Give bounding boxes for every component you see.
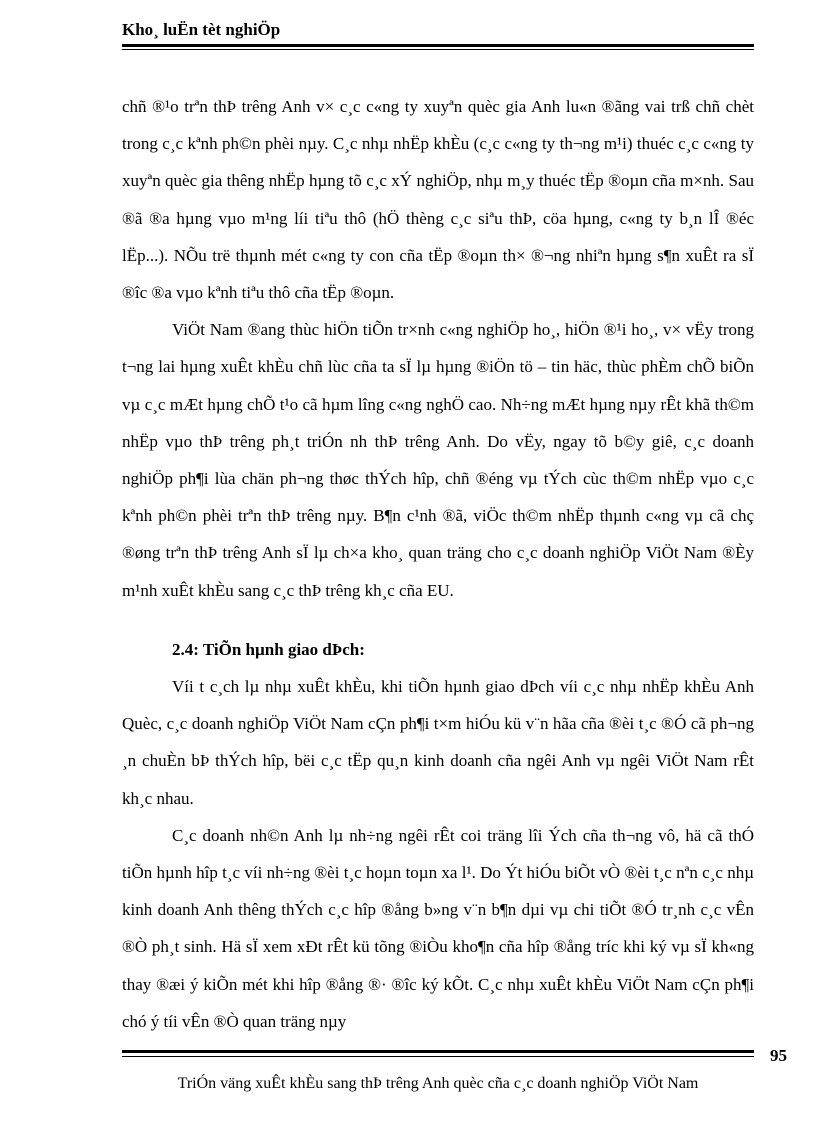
header-rule-thick <box>122 44 754 47</box>
body-paragraph: Víi t c¸ch lµ nhµ xuÊt khÈu, khi tiÕn hµnh giao dÞch víi c¸c nhµ nhËp khÈu Anh Quèc, c¸c doanh nghiÖp ViÖt Nam cÇn ph¶i t×m hiÓu kü v¨n hãa cña ®èi t¸c ®Ó cã ph¬ng ¸n chuÈn bÞ thÝch hîp, bëi c¸c tËp qu¸n kinh doanh cña ngêi Anh vµ ngêi ViÖt Nam rÊt kh¸c nhau. <box>122 677 754 808</box>
footer-rule-thick <box>122 1050 754 1053</box>
footer-rule-thin <box>122 1056 754 1057</box>
page-body <box>122 88 754 1040</box>
running-footer-title: TriÓn väng xuÊt khÈu sang thÞ trêng Anh quèc cña c¸c doanh nghiÖp ViÖt Nam <box>177 1075 699 1092</box>
running-header-title: Kho¸ luËn tèt nghiÖp <box>122 20 281 39</box>
section-heading: 2.4: TiÕn hµnh giao dÞch: <box>172 639 365 659</box>
page-number: 95 <box>770 1046 787 1065</box>
body-paragraph: ViÖt Nam ®ang thùc hiÖn tiÕn tr×nh c«ng nghiÖp ho¸, hiÖn ®¹i ho¸, v× vËy trong t¬ng lai hµng xuÊt khÈu chñ lùc cña ta sÏ lµ hµng ®iÖn tö – tin häc, thùc phÈm chÕ biÕn vµ c¸c mÆt hµng chÕ t¹o cã hµm lîng c«ng nghÖ cao. Nh÷ng mÆt hµng nµy rÊt khã th©m nhËp vµo thÞ trêng ph¸t triÓn nh thÞ trêng Anh. Do vËy, ngay tõ b©y giê, c¸c doanh nghiÖp ph¶i lùa chän ph¬ng thøc thÝch hîp, chñ ®éng vµ tÝch cùc th©m nhËp vµo c¸c kªnh ph©n phèi trªn thÞ trêng nµy. B¶n c¹nh ®ã, viÖc th©m nhËp thµnh c«ng vµ cã chç ®øng trªn thÞ trêng Anh sÏ lµ ch×a kho¸ quan träng cho c¸c doanh nghiÖp ViÖt Nam ®Èy m¹nh xuÊt khÈu sang c¸c thÞ trêng kh¸c cña EU. <box>122 320 754 600</box>
body-paragraph: C¸c doanh nh©n Anh lµ nh÷ng ngêi rÊt coi träng lîi Ých cña th¬ng vô, hä cã thÓ tiÕn hµnh hîp t¸c víi nh÷ng ®èi t¸c hoµn toµn xa l¹. Do Ýt hiÓu biÕt vÒ ®èi t¸c nªn c¸c nhµ kinh doanh Anh thêng thÝch c¸c hîp ®ång b»ng v¨n b¶n dµi vµ chi tiÕt ®Ó tr¸nh c¸c vÊn ®Ò ph¸t sinh. Hä sÏ xem xÐt rÊt kü tõng ®iÒu kho¶n cña hîp ®ång tríc khi ký vµ sÏ kh«ng thay ®æi ý kiÕn mét khi hîp ®ång ®· ®îc ký kÕt. C¸c nhµ xuÊt khÈu ViÖt Nam cÇn ph¶i chó ý tíi vÊn ®Ò quan träng nµy <box>122 825 754 1031</box>
body-paragraph: chñ ®¹o trªn thÞ trêng Anh v× c¸c c«ng ty xuyªn quèc gia Anh lu«n ®ãng vai trß chñ chèt trong c¸c kªnh ph©n phèi nµy. C¸c nhµ nhËp khÈu (c¸c c«ng ty th¬ng m¹i) thuéc c¸c c«ng ty xuyªn quèc gia thêng nhËp hµng tõ c¸c xÝ nghiÖp, nhµ m¸y thuéc tËp ®oµn cña m×nh. Sau ®ã ®a hµng vµo m¹ng líi tiªu thô (hÖ thèng c¸c siªu thÞ, cöa hµng, c«ng ty b¸n lÎ ®éc lËp...). NÕu trë thµnh mét c«ng ty con cña tËp ®oµn th× ®¬ng nhiªn hµng s¶n xuÊt ra sÏ ®îc ®a vµo kªnh tiªu thô cña tËp ®oµn. <box>122 97 754 303</box>
header-rule-thin <box>122 49 754 50</box>
